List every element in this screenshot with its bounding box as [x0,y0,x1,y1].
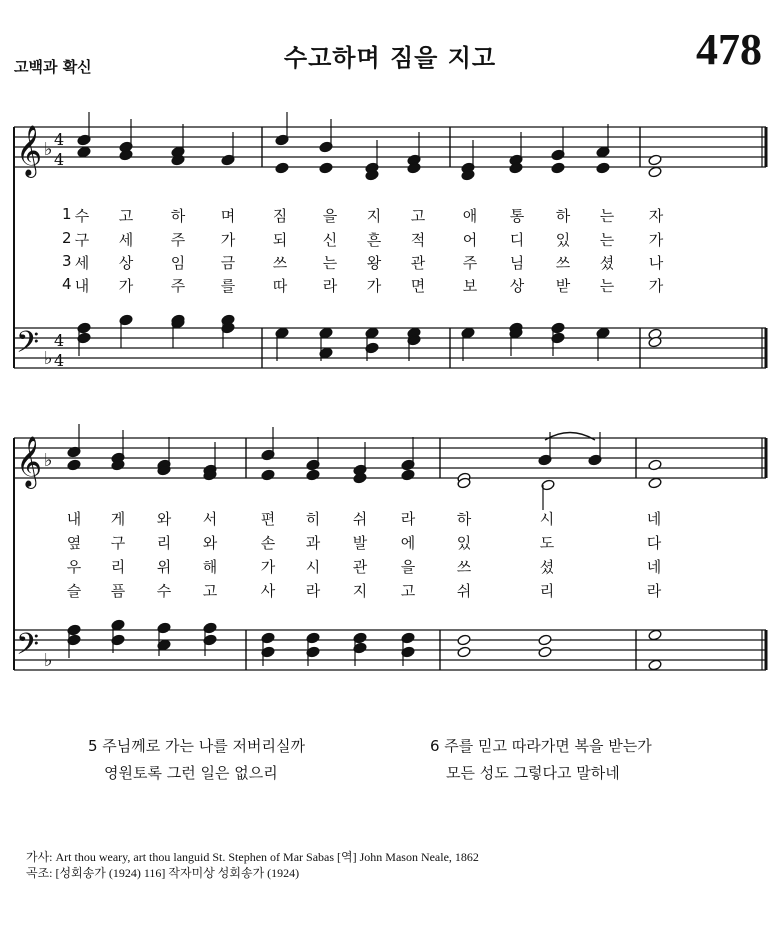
lyric-syllable: 지 [352,582,368,600]
bass-clef-icon: 𝄢 [16,326,40,367]
lyric-syllable: 상 [509,277,525,295]
note-head [648,166,662,178]
bass-clef-icon: 𝄢 [16,628,40,669]
time-signature: 4 [54,331,65,350]
lyric-syllable: 과 [305,534,321,552]
lyric-syllable: 관 [352,558,368,576]
note-head [551,162,565,174]
lyric-syllable: 자 [648,207,664,225]
lyric-syllable: 서 [202,510,218,528]
tune-credit: 곡조: [성회송가 (1924) 116] 작자미상 성회송가 (1924) [26,866,300,880]
lyric-syllable: 가 [118,277,134,295]
lyric-syllable: 픔 [110,582,126,600]
verse-number: 3 [62,252,72,270]
slur [545,433,595,441]
treble-clef-icon: 𝄞 [16,125,43,176]
lyric-syllable: 왕 [366,254,382,272]
lyric-syllable: 시 [305,558,321,576]
lyric-syllable: 옆 [66,534,82,552]
lyric-syllable: 우 [66,558,82,576]
lyric-syllable: 가 [648,277,664,295]
verse-5-line-2: 영원토록 그런 일은 없으리 [104,764,278,782]
lyric-syllable: 라 [646,582,662,600]
verse-number: 2 [62,229,72,247]
key-flat-icon: ♭ [44,348,53,369]
lyric-syllable: 라 [400,510,416,528]
lyric-syllable: 흔 [366,231,382,249]
lyric-syllable: 나 [648,254,664,272]
lyric-syllable: 면 [410,277,426,295]
lyric-syllable: 위 [156,558,172,576]
lyric-syllable: 발 [352,534,368,552]
lyric-syllable: 슬 [66,582,82,600]
note-head [457,646,471,658]
lyric-syllable: 다 [646,534,662,552]
verse-5-line-1: 5 주님께로 가는 나를 저버리실까 [88,737,305,755]
lyric-syllable: 손 [260,534,276,552]
verse-number: 1 [62,205,72,223]
lyric-syllable: 애 [462,207,478,225]
lyric-syllable: 라 [322,277,338,295]
lyric-syllable: 관 [410,254,426,272]
lyric-syllable: 시 [539,510,555,528]
hymn-number: 478 [696,25,762,74]
lyric-syllable: 따 [272,277,288,295]
lyric-syllable: 히 [305,510,321,528]
lyric-syllable: 하 [456,510,472,528]
key-flat-icon: ♭ [44,650,53,671]
note-head [275,162,289,174]
lyric-syllable: 지 [366,207,382,225]
lyric-syllable: 임 [170,254,186,272]
time-signature: 4 [54,150,65,169]
lyric-syllable: 통 [509,207,525,225]
note-head [319,162,333,174]
treble-clef-icon: 𝄞 [16,436,43,487]
lyric-syllable: 가 [220,231,236,249]
lyric-syllable: 내 [66,510,82,528]
lyric-syllable: 고 [410,207,426,225]
lyric-syllable: 세 [118,231,134,249]
lyric-syllable: 셨 [539,558,555,576]
note-head [538,646,552,658]
lyric-syllable: 고 [118,207,134,225]
lyric-syllable: 와 [202,534,218,552]
category-label: 고백과 확신 [14,58,92,76]
text-credit: 가사: Art thou weary, art thou languid St. Stephen of Mar Sabas [역] John Mason Neale, 1862 [26,850,479,864]
lyric-syllable: 구 [74,231,90,249]
verse-number: 4 [62,275,72,293]
lyric-syllable: 도 [539,534,555,552]
note-head [67,459,81,471]
lyric-syllable: 는 [599,231,615,249]
lyric-syllable: 네 [646,510,662,528]
lyric-syllable: 주 [170,277,186,295]
lyric-syllable: 디 [509,231,525,249]
lyric-syllable: 라 [305,582,321,600]
lyric-syllable: 쓰 [555,254,571,272]
lyric-syllable: 수 [74,207,90,225]
note-head [648,629,662,641]
key-flat-icon: ♭ [44,450,53,471]
lyric-syllable: 어 [462,231,478,249]
lyric-syllable: 게 [110,510,126,528]
lyric-syllable: 가 [260,558,276,576]
lyric-syllable: 리 [539,582,555,600]
verse-6-line-1: 6 주를 믿고 따라가면 복을 받는가 [430,737,652,755]
lyric-syllable: 하 [170,207,186,225]
lyric-syllable: 신 [322,231,338,249]
time-signature: 4 [54,351,65,370]
note-head [648,154,662,166]
lyric-syllable: 주 [170,231,186,249]
lyric-syllable: 되 [272,231,288,249]
lyric-syllable: 는 [599,277,615,295]
lyric-syllable: 네 [646,558,662,576]
lyric-syllable: 금 [220,254,236,272]
key-flat-icon: ♭ [44,139,53,160]
note-head [77,146,91,158]
lyric-syllable: 고 [400,582,416,600]
lyric-syllable: 구 [110,534,126,552]
note-head [648,477,662,489]
lyric-syllable: 가 [648,231,664,249]
lyric-syllable: 세 [74,254,90,272]
lyric-syllable: 며 [220,207,236,225]
verse-6-line-2: 모든 성도 그렇다고 말하네 [446,764,620,782]
lyric-syllable: 주 [462,254,478,272]
lyric-syllable: 리 [156,534,172,552]
lyric-syllable: 님 [509,254,525,272]
lyric-syllable: 을 [400,558,416,576]
note-head [457,634,471,646]
lyric-syllable: 받 [555,277,571,295]
lyric-syllable: 쉬 [352,510,368,528]
note-head [648,459,662,471]
lyric-syllable: 사 [260,582,276,600]
lyric-syllable: 쓰 [456,558,472,576]
note-head [596,162,610,174]
lyric-syllable: 쉬 [456,582,472,600]
lyric-syllable: 를 [220,277,236,295]
lyric-syllable: 내 [74,277,90,295]
lyric-syllable: 는 [599,207,615,225]
lyric-syllable: 해 [202,558,218,576]
lyric-syllable: 와 [156,510,172,528]
lyric-syllable: 보 [462,277,478,295]
lyric-syllable: 짐 [272,207,288,225]
note-head [306,469,320,481]
note-head [538,634,552,646]
lyric-syllable: 가 [366,277,382,295]
note-head [648,659,662,671]
note-head [261,469,275,481]
lyric-syllable: 상 [118,254,134,272]
lyric-syllable: 하 [555,207,571,225]
time-signature: 4 [54,130,65,149]
lyric-syllable: 셨 [599,254,615,272]
lyric-syllable: 리 [110,558,126,576]
lyric-syllable: 에 [400,534,416,552]
lyric-syllable: 는 [322,254,338,272]
lyric-syllable: 을 [322,207,338,225]
lyric-syllable: 고 [202,582,218,600]
lyric-syllable: 적 [410,231,426,249]
lyric-syllable: 있 [456,534,472,552]
lyric-syllable: 수 [156,582,172,600]
note-head [401,469,415,481]
lyric-syllable: 쓰 [272,254,288,272]
lyric-syllable: 있 [555,231,571,249]
hymn-title: 수고하며 짐을 지고 [283,44,497,72]
lyric-syllable: 편 [260,510,276,528]
